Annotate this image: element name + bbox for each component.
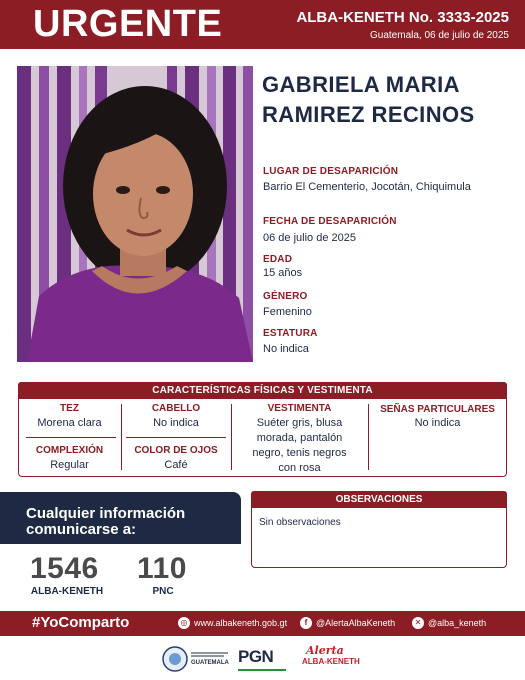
divider [126, 437, 226, 438]
contact-line1: Cualquier información [26, 505, 186, 522]
vestimenta-line: morada, pantalón [256, 432, 343, 444]
facebook-text: @AlertaAlbaKeneth [316, 618, 396, 628]
edad-value: 15 años [263, 267, 303, 279]
vestimenta-line: negro, tenis negros [252, 447, 347, 459]
complexion-label: COMPLEXIÓN [35, 445, 104, 456]
tez-label: TEZ [60, 403, 79, 414]
missing-person-photo [17, 66, 253, 362]
person-name-line2: RAMIREZ RECINOS [262, 102, 475, 127]
edad-label: EDAD [263, 254, 293, 265]
pgn-logo [236, 642, 292, 676]
lugar-label: LUGAR DE DESAPARICIÓN [263, 166, 399, 177]
senas-label: SEÑAS PARTICULARES [380, 404, 495, 415]
alba-keneth-text: ALBA-KENETH [302, 657, 360, 666]
observations-title: OBSERVACIONES [251, 491, 507, 508]
vestimenta-line: con rosa [278, 462, 321, 474]
complexion-value: Regular [50, 459, 89, 471]
vestimenta-value [231, 416, 368, 476]
cabello-label: CABELLO [151, 403, 201, 414]
senas-value: No indica [414, 417, 461, 429]
vestimenta-line: Suéter gris, blusa [256, 417, 343, 429]
alerta-text: Alerta [306, 644, 344, 657]
observations-text: Sin observaciones [259, 517, 341, 528]
ojos-value: Café [164, 459, 188, 471]
twitter-link[interactable] [412, 617, 486, 629]
person-name [262, 70, 475, 130]
guatemala-text: GUATEMALA [191, 660, 229, 666]
fecha-label: FECHA DE DESAPARICIÓN [263, 216, 397, 227]
genero-label: GÉNERO [263, 291, 308, 302]
pnc-number: 110 [137, 552, 187, 585]
website-text: www.albakeneth.gob.gt [194, 618, 288, 628]
pnc-label: PNC [152, 586, 174, 597]
x-icon: ✕ [412, 617, 424, 629]
alba-keneth-label: ALBA-KENETH [30, 586, 104, 597]
genero-value: Femenino [263, 306, 312, 318]
place-date: Guatemala, 06 de julio de 2025 [370, 30, 509, 41]
contact-line2: comunicarse a: [26, 521, 137, 538]
characteristics-title: CARACTERÍSTICAS FÍSICAS Y VESTIMENTA [18, 382, 507, 399]
hashtag: #YoComparto [32, 614, 130, 631]
alba-keneth-number: 1546 [30, 552, 99, 585]
lugar-value: Barrio El Cementerio, Jocotán, Chiquimula [263, 181, 471, 193]
globe-icon: ◎ [178, 617, 190, 629]
ojos-label: COLOR DE OJOS [134, 445, 218, 456]
case-number: ALBA-KENETH No. 3333-2025 [296, 9, 509, 26]
alerta-alba-keneth-logo [300, 642, 360, 676]
estatura-value: No indica [263, 343, 309, 355]
cabello-value: No indica [153, 417, 199, 429]
fecha-value: 06 de julio de 2025 [263, 232, 356, 244]
pgn-text: PGN [238, 647, 274, 666]
pgn-underline [238, 669, 286, 671]
facebook-icon: f [300, 617, 312, 629]
contact-text [26, 506, 185, 538]
person-name-line1: GABRIELA MARIA [262, 72, 460, 97]
estatura-label: ESTATURA [263, 328, 318, 339]
guatemala-logo [162, 642, 232, 676]
website-link[interactable] [178, 617, 287, 629]
twitter-text: @alba_keneth [428, 618, 487, 628]
tez-value: Morena clara [37, 417, 102, 429]
vestimenta-label: VESTIMENTA [267, 403, 332, 414]
urgent-title: URGENTE [33, 3, 223, 45]
facebook-link[interactable] [300, 617, 395, 629]
divider [26, 437, 116, 438]
